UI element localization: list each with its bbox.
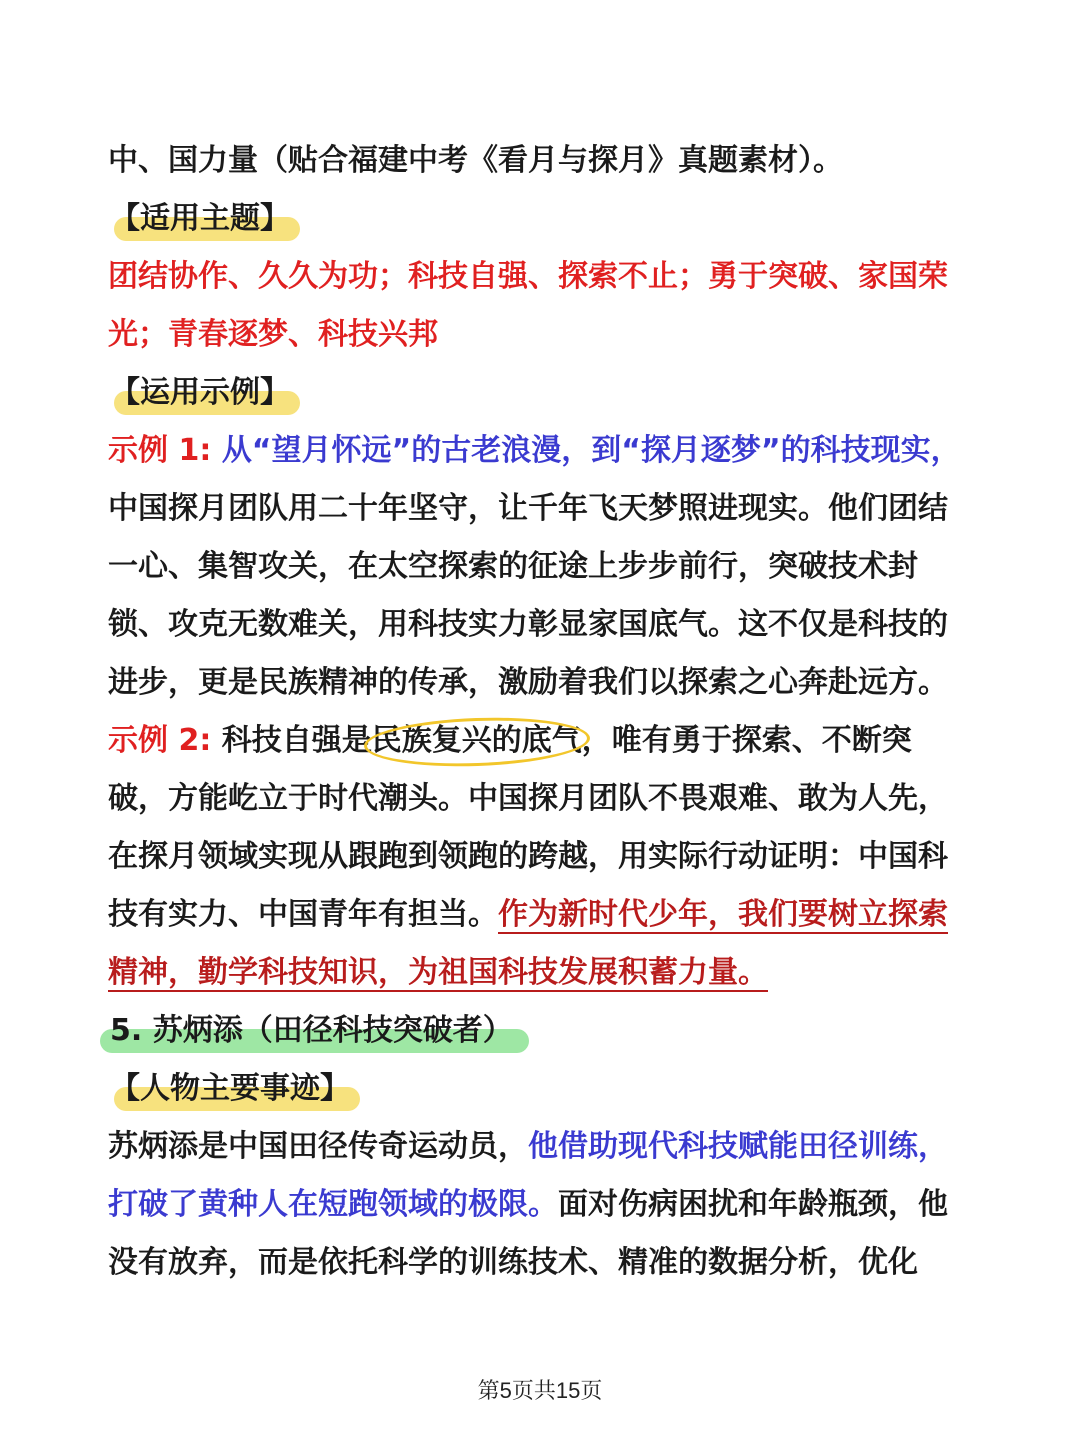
example-1-highlight: 从“望月怀远”的古老浪漫，到“探月逐梦”的科技现实，	[211, 433, 961, 468]
example-2-label: 示例 2:	[108, 723, 212, 758]
example-2-underlined: 作为新时代少年，我们要树立探索精神，勤学科技知识，为祖国科技发展积蓄力量。	[108, 897, 948, 990]
intro-tail: 中、国力量（贴合福建中考《看月与探月》真题素材）。	[108, 143, 843, 178]
person-heading-line	[108, 1002, 968, 1060]
page-number: 第5页共15页	[477, 1378, 603, 1403]
theme-text: 团结协作、久久为功；科技自强、探索不止；勇于突破、家国荣光；青春逐梦、科技兴邦	[108, 259, 948, 352]
example-1-body: 中国探月团队用二十年坚守，让千年飞天梦照进现实。他们团结一心、集智攻关，在太空探索的征途上步步前行，突破技术封锁、攻克无数难关，用科技实力彰显家国底气。这不仅是科技的进步，更是民族精神的传承，激励着我们以探索之心奔赴远方。	[108, 491, 948, 700]
example-heading-line	[108, 364, 968, 422]
person-text	[108, 1118, 968, 1292]
person-text-2: 面对伤病困扰和年龄瓶颈，他没有放弃，而是依托科学的训练技术、精准的数据分析，优化	[108, 1187, 948, 1280]
deeds-heading-line	[108, 1060, 968, 1118]
example-2-circled: 民族复兴的底气	[372, 712, 582, 770]
article-body	[108, 132, 968, 1292]
person-heading: 5. 苏炳添（田径科技突破者）	[108, 1002, 523, 1060]
theme-heading: 【适用主题】	[108, 190, 300, 248]
person-text-1: 苏炳添是中国田径传奇运动员，	[108, 1129, 528, 1164]
example-2	[108, 712, 968, 1002]
theme-heading-line	[108, 190, 968, 248]
example-1	[108, 422, 968, 712]
person-highlight: 他借助现代科技赋能田径训练，打破了黄种人在短跑领域的极限。	[108, 1129, 948, 1222]
example-heading: 【运用示例】	[108, 364, 300, 422]
example-1-label: 示例 1:	[108, 433, 212, 468]
deeds-heading: 【人物主要事迹】	[108, 1060, 360, 1118]
example-2-part1: 科技自强是	[211, 723, 372, 758]
example-2-part2: ，唯有勇于探索、不断突破，方能屹立于时代潮头。中国探月团队不畏艰难、敢为人先，在探月领域实现从跟跑到领跑的跨越，用实际行动证明：中国科技有实力、中国青年有担当。	[108, 723, 948, 932]
